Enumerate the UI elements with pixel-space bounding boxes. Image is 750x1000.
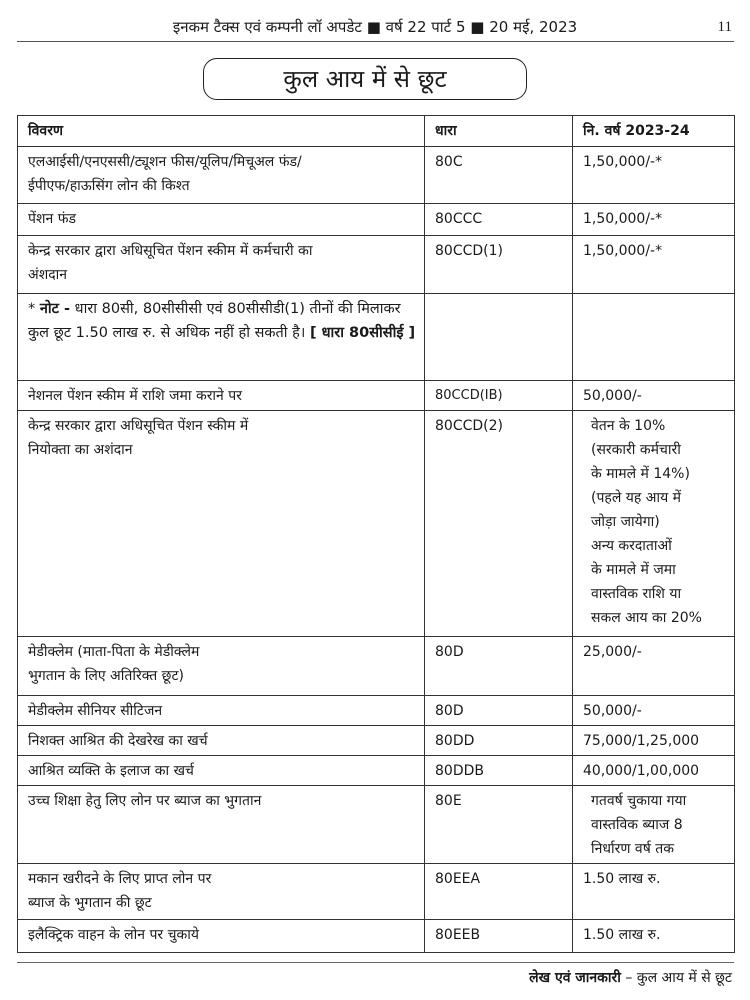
table-row: [18, 147, 735, 204]
row-section: 80E: [425, 786, 573, 864]
row-section: 80D: [425, 637, 573, 696]
description-line: भुगतान के लिए अतिरिक्त छूट): [28, 668, 184, 684]
limit-line: के मामले में 14%): [591, 466, 690, 482]
row-description: मेडीक्लेम सीनियर सीटिजन: [18, 696, 425, 726]
row-description: [18, 236, 425, 294]
column-header-assessment-year: नि. वर्ष 2023-24: [573, 116, 735, 147]
row-section: 80EEA: [425, 864, 573, 920]
description-line: केन्द्र सरकार द्वारा अधिसूचित पेंशन स्कीम में कर्मचारी का: [28, 243, 313, 259]
footer: [529, 967, 732, 989]
row-section: 80EEB: [425, 920, 573, 953]
row-section: 80DDB: [425, 756, 573, 786]
table-row: [18, 411, 735, 637]
limit-line: अन्य करदाताओं: [591, 538, 672, 554]
limit-line: वास्तविक ब्याज 8: [591, 817, 683, 833]
row-limit: 40,000/1,00,000: [573, 756, 735, 786]
column-header-description: विवरण: [18, 116, 425, 147]
empty-cell: [573, 294, 735, 381]
row-section: 80CCD(1): [425, 236, 573, 294]
row-limit: 75,000/1,25,000: [573, 726, 735, 756]
row-description: आश्रित व्यक्ति के इलाज का खर्च: [18, 756, 425, 786]
note-cell: [18, 294, 425, 381]
table-row: [18, 726, 735, 756]
row-description: [18, 411, 425, 637]
row-section: 80CCD(2): [425, 411, 573, 637]
running-head: [18, 14, 732, 40]
row-section: 80CCC: [425, 204, 573, 236]
limit-line: के मामले में जमा: [591, 562, 676, 578]
description-line: ब्याज के भुगतान की छूट: [28, 895, 152, 911]
row-section: 80DD: [425, 726, 573, 756]
row-section: 80D: [425, 696, 573, 726]
footer-category: लेख एवं जानकारी: [529, 970, 621, 986]
limit-line: वेतन के 10%: [591, 418, 666, 434]
table-row: [18, 920, 735, 953]
table-row: [18, 204, 735, 236]
limit-line: (सरकारी कर्मचारी: [591, 442, 681, 458]
footer-rule: [17, 962, 734, 963]
row-section: 80CCD(IB): [425, 381, 573, 411]
running-head-text: इनकम टैक्स एवं कम्पनी लॉ अपडेट ■ वर्ष 22 पार्ट 5 ■ 20 मई, 2023: [172, 18, 578, 36]
description-line: मकान खरीदने के लिए प्राप्त लोन पर: [28, 871, 212, 887]
empty-cell: [425, 294, 573, 381]
row-limit: 1.50 लाख रु.: [573, 864, 735, 920]
note-asterisk: *: [28, 301, 36, 317]
row-limit: 1,50,000/-*: [573, 236, 735, 294]
note-text: धारा 80सी, 80सीसीसी एवं 80सीसीडी(1) तीनों की मिलाकर कुल छूट 1.50 लाख रु. से अधिक नहीं हो सकती है।: [28, 301, 401, 341]
row-section: 80C: [425, 147, 573, 204]
limit-line: गतवर्ष चुकाया गया: [591, 793, 687, 809]
row-description: [18, 147, 425, 204]
footer-dash: –: [625, 970, 633, 986]
note-section-ref: [ धारा 80सीसीई ]: [309, 325, 416, 341]
deductions-table: [17, 115, 735, 953]
limit-line: सकल आय का 20%: [591, 610, 702, 626]
table-row: [18, 756, 735, 786]
column-header-section: धारा: [425, 116, 573, 147]
row-limit: [573, 411, 735, 637]
limit-line: वास्तविक राशि या: [591, 586, 682, 602]
row-description: [18, 637, 425, 696]
table-row: [18, 786, 735, 864]
description-line: नियोक्ता का अशंदान: [28, 442, 133, 458]
row-description: नेशनल पेंशन स्कीम में राशि जमा कराने पर: [18, 381, 425, 411]
row-limit: 25,000/-: [573, 637, 735, 696]
row-limit: 1,50,000/-*: [573, 204, 735, 236]
row-limit: 50,000/-: [573, 381, 735, 411]
table-row: [18, 236, 735, 294]
page-title: कुल आय में से छूट: [203, 58, 527, 100]
description-line: ईपीएफ/हाऊसिंग लोन की किश्त: [28, 178, 190, 194]
limit-line: जोड़ा जायेगा): [591, 514, 660, 530]
footer-title: कुल आय में से छूट: [636, 970, 732, 986]
header-rule: [17, 41, 734, 42]
description-line: एलआईसी/एनएससी/ट्यूशन फीस/यूलिप/मिचूअल फंड/: [28, 154, 302, 170]
row-description: [18, 864, 425, 920]
note-row: [18, 294, 735, 381]
table-row: [18, 864, 735, 920]
limit-line: निर्धारण वर्ष तक: [591, 841, 674, 857]
description-line: मेडीक्लेम (माता-पिता के मेडीक्लेम: [28, 644, 200, 660]
note-label: नोट -: [39, 301, 71, 317]
row-description: निशक्त आश्रित की देखरेख का खर्च: [18, 726, 425, 756]
description-line: केन्द्र सरकार द्वारा अधिसूचित पेंशन स्कीम में: [28, 418, 249, 434]
description-line: अंशदान: [28, 267, 68, 283]
page-number: 11: [717, 19, 732, 35]
table-row: [18, 381, 735, 411]
row-limit: 1,50,000/-*: [573, 147, 735, 204]
row-description: उच्च शिक्षा हेतु लिए लोन पर ब्याज का भुगतान: [18, 786, 425, 864]
row-limit: 50,000/-: [573, 696, 735, 726]
row-description: पेंशन फंड: [18, 204, 425, 236]
row-limit: 1.50 लाख रु.: [573, 920, 735, 953]
row-limit: [573, 786, 735, 864]
limit-line: (पहले यह आय में: [591, 490, 682, 506]
row-description: इलैक्ट्रिक वाहन के लोन पर चुकाये: [18, 920, 425, 953]
table-row: [18, 637, 735, 696]
table-header-row: [18, 116, 735, 147]
table-row: [18, 696, 735, 726]
